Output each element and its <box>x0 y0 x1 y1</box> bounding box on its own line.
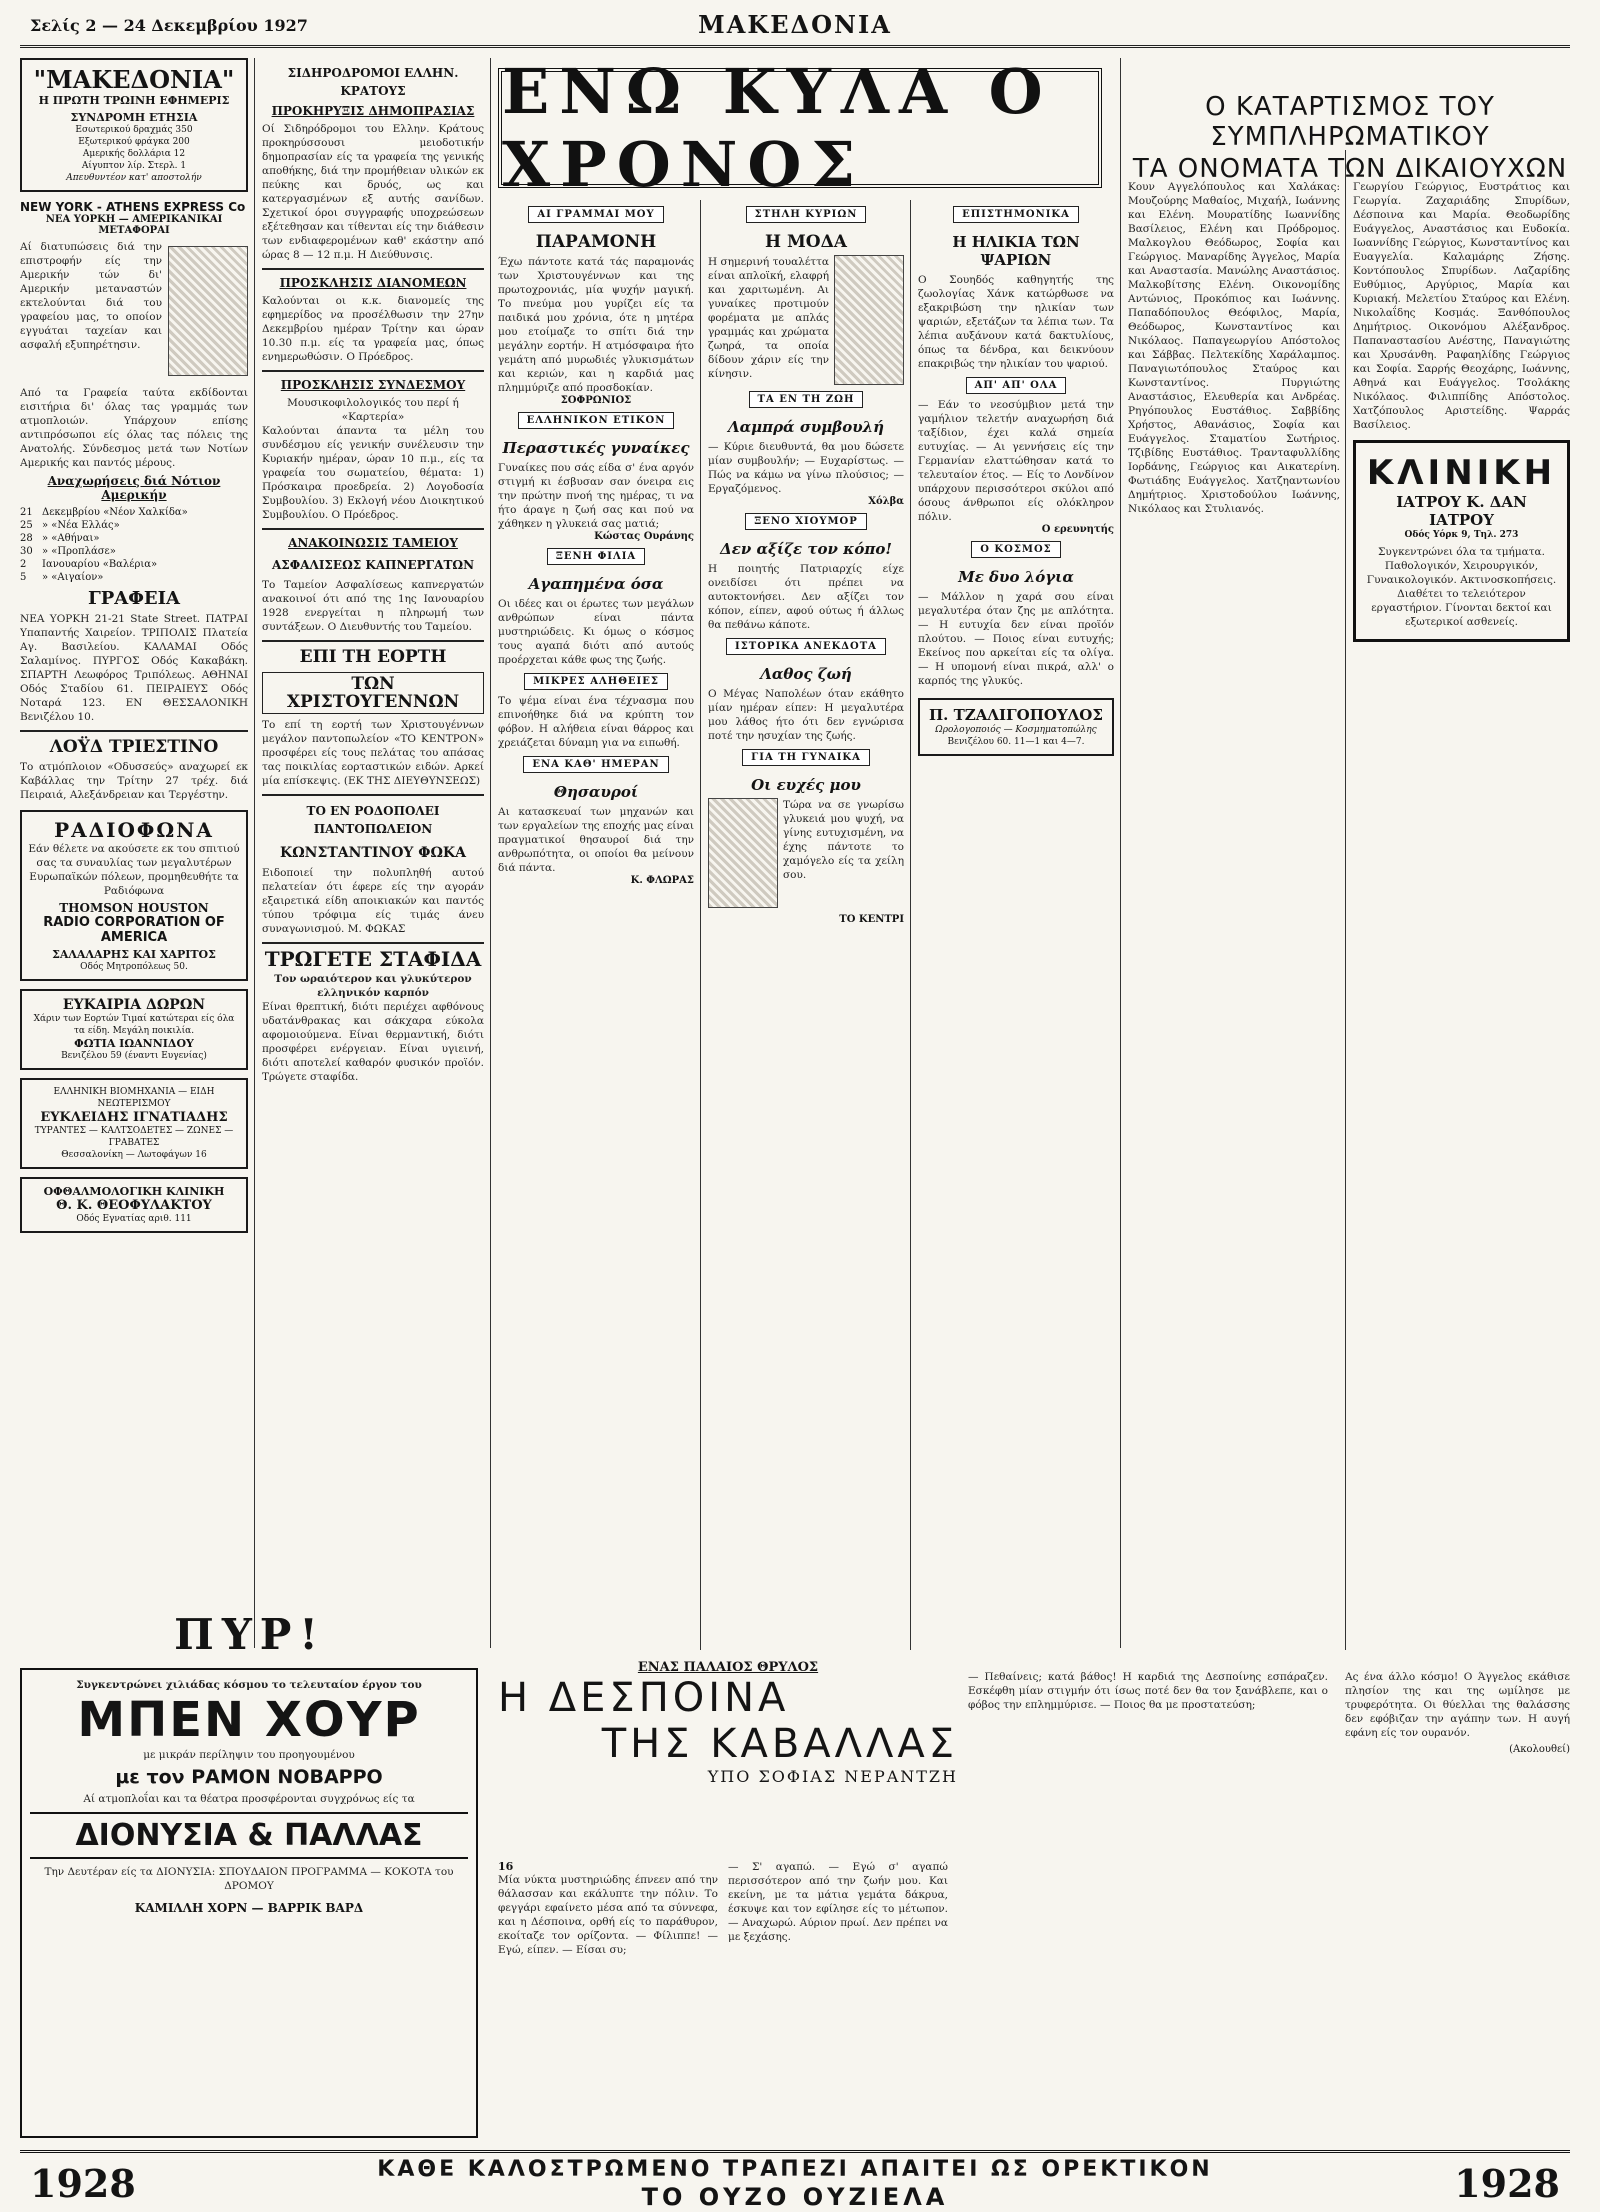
article-title: Η ΗΛΙΚΙΑ ΤΩΝ ΨΑΡΙΩΝ <box>952 233 1080 269</box>
rubric-label: ΕΝΑ ΚΑΘ' ΗΜΕΡΑΝ <box>523 756 668 773</box>
section-title: ΕΝΩ ΚΥΛΑ Ο ΧΡΟΝΟΣ <box>502 55 1053 201</box>
radio-text: Εάν θέλετε να ακούσετε εκ του σπιτιού σας τα συναυλίας των μεγαλυτέρων Ευρωπαϊκών πόλεων, προμηθευθήτε τα Ραδιόφωνα <box>28 843 240 897</box>
article-text: Αι κατασκευαί των μηχανών και των εργαλείων της εποχής μας είναι πραγματικοί θησαυροί διά την ανθρωπότητα, οι οποίοι θα μείνουν διά πάντα. <box>498 806 694 874</box>
shop-subtitle: ΚΩΝΣΤΑΝΤΙΝΟΥ ΦΩΚΑ <box>280 845 466 861</box>
insurance-subtitle: ΑΣΦΑΛΙΣΕΩΣ ΚΑΠΝΕΡΓΑΤΩΝ <box>271 558 475 572</box>
gifts-ad <box>20 989 248 1070</box>
woman-illustration <box>708 798 778 908</box>
rubric-label: Ο ΚΟΣΜΟΣ <box>971 541 1061 558</box>
article-title: Η ΜΟΔΑ <box>765 232 847 252</box>
eye-clinic-title: ΟΦΘΑΛΜΟΛΟΓΙΚΗ ΚΛΙΝΙΚΗ <box>43 1185 225 1198</box>
column-names-left <box>1128 180 1340 1640</box>
paper-name: ΜΑΚΕΔΟΝΙΑ <box>698 10 892 39</box>
subscription-note: Απευθυντέον κατ' αποστολήν <box>66 173 202 183</box>
offices-text: ΝΕΑ ΥΟΡΚΗ 21-21 State Street. ΠΑΤΡΑΙ Υπαπαντής Χαιρείον. ΤΡΙΠΟΛΙΣ Πλατεία Αγ. Βασιλείου. ΚΑΛΑΜΑΙ Οδός Σαλαμίνος. ΠΥΡΓΟΣ Οδός Κακαβάκη. ΣΠΑΡΤΗ Λεωφόρος Τριπόλεως. ΑΘΗΝΑΙ Οδός Σταδίου 61. ΠΕΙΡΑΙΕΥΣ Οδός Νοταρά 123. ΕΝ ΘΕΣΣΑΛΟΝΙΚΗ Βενιζέλου 10. <box>20 613 248 723</box>
rail-title: ΣΙΔΗΡΟΔΡΟΜΟΙ ΕΛΛΗΝ. ΚΡΑΤΟΥΣ <box>287 66 459 98</box>
cinema-text: Αί ατμοπλοΐαι και τα θέατρα προσφέρονται συγχρόνως είς τα <box>83 1793 415 1805</box>
article-text: Ο Σουηδός καθηγητής της ζωολογίας Χάνκ κατώρθωσε να εξακριβώση την ηλικίαν των ψαριών, εξετάζων τα λέπια των. Τα λέπια αυξάνουν κατά δακτυλίους, όπως τα δένδρα, και δεικνύουν επακριβώς την ηλικίαν του ψαριού. <box>918 274 1114 370</box>
article-title: ΠΑΡΑΜΟΝΗ <box>535 232 657 252</box>
list-item: 28 » «Αθήναι» <box>20 533 100 544</box>
column-notices <box>262 58 484 1578</box>
ny-express-text-2: Από τα Γραφεία ταύτα εκδίδονται εισιτήρια δι' όλας τας γραμμάς των ατμοπλοιών. Υπάρχουν επίσης αντιπρόσωποι είς όλας τας πόλεις της Ανατολής. Σύνδεσμος μετά των Νοτίων Αμερικής και παντός μέρους. <box>20 387 248 469</box>
shop-text: Ειδοποιεί την πολυπληθή αυτού πελατείαν ότι έφερε είς την αγοράν εξαιρετικά είδη αποικιακών και παντός τύπου τρόφιμα είς τιμάς άνευ συναγωνισμού. Μ. ΦΩΚΑΣ <box>262 867 484 935</box>
article-signature: Κώστας Ουράνης <box>594 531 694 542</box>
serial-header <box>498 1660 958 1786</box>
radio-title: ΡΑΔΙΟΦΩΝΑ <box>54 818 214 842</box>
rubric-label: ΞΕΝΗ ΦΙΛΙΑ <box>547 548 645 565</box>
subscription-line: Εξωτερικού φράγκα 200 <box>78 137 190 147</box>
article-signature: Κ. ΦΛΩΡΑΣ <box>630 875 694 886</box>
clinic-address: Οδός Υόρκ 9, Τηλ. 273 <box>1404 530 1519 540</box>
eye-clinic-ad <box>20 1177 248 1233</box>
xmas-subtitle: ΤΩΝ ΧΡΙΣΤΟΥΓΕΝΝΩΝ <box>262 672 484 714</box>
subscription-line: Εσωτερικού δραχμάς 350 <box>75 125 193 135</box>
industry-address: Θεσσαλονίκη — Λωτοφάγων 16 <box>61 1150 207 1160</box>
serial-text: Μία νύκτα μυστηριώδης έπνεεν από την θάλασσαν και εκάλυπτε την πόλιν. Το φεγγάρι εφαίνετο μέσα από τα σύννεφα, και η Δέσποινα, ορθή είς το παράθυρον, εκοίταζε τον ορίζοντα. — Φίλιππε! — Εγώ, είπεν. — Είσαι συ; <box>498 1874 718 1956</box>
box-subtitle: Η ΠΡΩΤΗ ΤΡΩΙΝΗ ΕΦΗΜΕΡΙΣ <box>38 94 230 107</box>
cinema-text-2: Την Δευτέραν είς τα ΔΙΟΝΥΣΙΑ: ΣΠΟΥΔΑΙΟΝ ΠΡΟΓΡΑΜΜΑ — ΚΟΚΟΤΑ του ΔΡΟΜΟΥ <box>44 1866 454 1892</box>
meeting-title: ΠΡΟΣΚΛΗΣΙΣ ΣΥΝΔΕΣΜΟΥ <box>280 378 466 392</box>
clinic-ad <box>1353 440 1570 642</box>
meeting-text: Καλούνται άπαντα τα μέλη του συνδέσμου είς γενικήν συνέλευσιν την Κυριακήν ημέραν, ώραν 10 π.μ., είς τα γραφεία του σωματείου, θέματα: 1) Πρόσκαιρα προεδρεία. 2) Λογοδοσία Συμβουλίου. 3) Εκλογή νέου Διοικητικού Συμβουλίου. Ο Πρόεδρος. <box>262 425 484 521</box>
article-text: — Εάν το νεοσύμβιον μετά την γαμήλιον τελετήν αναχωρήση διά ταξίδιον, έχει καλά σημεία ευτυχίας. — Αι γεννήσεις είς την Γερμανίαν ελαττώθησαν κατά το τελευταίον έτος. — Είς το Λονδίνον υπάρχουν περισσότεροι σκύλοι από όσους άνθρωποι είς ολόκληρον πόλιν. <box>918 399 1114 523</box>
raisin-subtitle: Τον ωραιότερον και γλυκύτερον ελληνικόν καρπόν <box>274 973 472 999</box>
article-title: Λαθος ζωή <box>760 665 852 683</box>
list-item: 30 » «Προπλάσε» <box>20 546 116 557</box>
right-headline <box>1130 92 1570 184</box>
rubric-label: ΓΙΑ ΤΗ ΓΥΝΑΙΚΑ <box>742 749 870 766</box>
serial-part: 16 <box>498 1860 514 1873</box>
subscription-line: Αίγυπτον λίρ. Στερλ. 1 <box>81 161 187 171</box>
cinema-cast: ΚΑΜΙΛΛΗ ΧΟΡΝ — ΒΑΡΡΙΚ ΒΑΡΔ <box>134 1901 364 1915</box>
article-text: Το ψέμα είναι ένα τέχνασμα που επινοήθηκε διά να κρύπτη τον φόβον. Η αλήθεια είναι θάρρος και χρειάζεται δύναμη για να ειπωθή. <box>498 695 694 749</box>
shop-title: ΤΟ ΕΝ ΡΟΔΟΠΟΛΕΙ ΠΑΝΤΟΠΩΛΕΙΟΝ <box>306 804 440 836</box>
masthead <box>20 6 1570 48</box>
ny-express-subtitle: ΝΕΑ ΥΟΡΚΗ — ΑΜΕΡΙΚΑΝΙΚΑΙ ΜΕΤΑΦΟΡΑΙ <box>45 214 223 236</box>
offices-title: ΓΡΑΦΕΙΑ <box>87 588 181 609</box>
radio-brand: THOMSON HOUSTON <box>59 901 209 915</box>
radio-ad <box>20 810 248 981</box>
ny-express-title: NEW YORK - ATHENS EXPRESS Co <box>20 200 246 214</box>
article-title: Περαστικές γυναίκες <box>502 439 690 457</box>
serial-title: ΤΗΣ ΚΑΒΑΛΛΑΣ <box>601 1721 958 1767</box>
column-rule <box>1120 58 1121 1648</box>
footer-banner <box>20 2150 1570 2210</box>
subscription-line: Αμερικής δολλάρια 12 <box>82 149 186 159</box>
list-item: 21 Δεκεμβρίου «Νέον Χαλκίδα» <box>20 507 188 518</box>
column-features-1 <box>498 200 694 1640</box>
column-ads-left <box>20 58 248 1578</box>
article-signature: Χόλβα <box>868 496 904 507</box>
departures-list <box>20 506 248 584</box>
rubric-label: ΜΙΚΡΕΣ ΑΛΗΘΕΙΕΣ <box>524 673 668 690</box>
serial-text: Ας ένα άλλο κόσμο! Ο Άγγελος εκάθισε πλησίον της και της ωμίλησε με τρυφερότητα. Οι θύελλαι της θαλάσσης δεν εφόβιζαν την αγάπην των. Η αυγή εφάνη είς τον ουρανόν. <box>1345 1671 1570 1739</box>
clinic-text: Συγκεντρώνει όλα τα τμήματα. Παθολογικόν, Χειρουργικόν, Γυναικολογικόν. Ακτινοσκοπήσεις. Διαθέτει το τελειότερον εργαστήριον. Γίνονται δεκτοί και εξωτερικοί ασθενείς. <box>1366 546 1557 628</box>
article-title: Οι ευχές μου <box>751 776 861 794</box>
ny-express-text: Αί διατυπώσεις διά την επιστροφήν είς την Αμερικήν τών δι' Αμερικήν μεταναστών εκτελούνται διά του γραφείου μας, το οποίον εγγυάται ταχείαν και ασφαλή εξυπηρέτησιν. <box>20 241 162 351</box>
cinema-ad <box>20 1668 478 2138</box>
subscription-box <box>20 58 248 192</box>
column-features-2 <box>708 200 904 1640</box>
film-subtitle: με μικράν περίληψιν του προηγουμένου <box>143 1749 355 1761</box>
footer-brand: ΤΟ ΟΥΖΟ ΟΥΖΙΕΛΑ <box>641 2183 949 2211</box>
column-rule <box>490 58 491 1648</box>
year-right: 1928 <box>1454 2161 1560 2206</box>
gifts-title: ΕΥΚΑΙΡΙΑ ΔΩΡΩΝ <box>62 997 206 1013</box>
article-signature: Ο ερευνητής <box>1041 524 1114 535</box>
rubric-label: ΤΑ ΕΝ ΤΗ ΖΩΗ <box>749 391 864 408</box>
fashion-illustration <box>834 255 904 385</box>
list-item: 25 » «Νέα Ελλάς» <box>20 520 120 531</box>
serial-column <box>498 1860 718 2145</box>
newspaper-page <box>20 0 1570 2212</box>
article-text: Η ποιητής Πατριαρχίς είχε ονειδίσει ότι πρέπει να αυτοκτονήσει. Δεν αξίζει τον κόπον, είπεν, αφού ούτως ή άλλως θα πεθάνω κάποτε. <box>708 563 904 631</box>
serial-author: ΥΠΟ ΣΟΦΙΑΣ ΝΕΡΑΝΤΖΗ <box>707 1767 958 1786</box>
watchmaker-address: Βενιζέλου 60. 11—1 και 4—7. <box>947 737 1085 747</box>
serial-column <box>968 1670 1328 2145</box>
rubric-label: ΣΤΗΛΗ ΚΥΡΙΩΝ <box>746 206 867 223</box>
article-title: Δεν αξίζε τον κόπο! <box>720 540 892 558</box>
cinema-intro: Συγκεντρώνει χιλιάδας κόσμου το τελευταίον έργον του <box>76 1679 422 1691</box>
list-item: 2 Ιανουαρίου «Βαλέρια» <box>20 559 158 570</box>
radio-agent: ΣΑΛΑΛΑΡΗΣ ΚΑΙ ΧΑΡΙΤΟΣ <box>52 948 216 961</box>
gifts-address: Βενιζέλου 59 (έναντι Ευγενίας) <box>61 1051 207 1061</box>
gifts-text: Χάριν των Εορτών Τιμαί κατώτεραι είς όλα τα είδη. Μεγάλη ποικιλία. <box>33 1014 235 1036</box>
serial-column <box>728 1860 948 2145</box>
ship-illustration <box>168 246 248 376</box>
article-text: Η σημερινή τουαλέττα είναι απλοϊκή, ελαφρή και χαριτωμένη. Αι γυναίκες προτιμούν φορέματα με απλάς γραμμάς και χρώματα ζωηρά, τα οποία δίδουν χάριν είς την κίνησιν. <box>708 256 829 380</box>
article-text: — Μάλλον η χαρά σου είναι μεγαλυτέρα όταν ζης με απλότητα. — Η ευτυχία δεν είναι προϊόν πλούτου. — Ποιος είναι ευτυχής; Εκείνος που αρκείται είς τα ολίγα. — Η υπομονή είναι πικρά, αλλ' ο καρπός της γλυκύς. <box>918 591 1114 687</box>
raisin-text: Είναι θρεπτική, διότι περιέχει αφθόνους υδατάνθρακας και σάκχαρα εύκολα αφομοιούμενα. Είναι θερμαντική, διότι προσφέρει ενέργειαν. Είναι υγιεινή, διότι αποτελεί καθαρόν φυσικόν προϊόν. Τρώγετε σταφίδα. <box>262 1001 484 1083</box>
watchmaker-subtitle: Ωρολογοποιός — Κοσμηματοπώλης <box>935 725 1097 735</box>
insurance-title: ΑΝΑΚΟΙΝΩΣΙΣ ΤΑΜΕΙΟΥ <box>288 536 458 550</box>
industry-title: ΕΛΛΗΝΙΚΗ ΒΙΟΜΗΧΑΝΙΑ — ΕΙΔΗ ΝΕΩΤΕΡΙΣΜΟΥ <box>53 1087 215 1109</box>
radio-brand: RADIO CORPORATION OF AMERICA <box>43 915 225 945</box>
list-item: 5 » «Αιγαίον» <box>20 572 104 583</box>
names-text: Κουν Αγγελόπουλος και Χαλάκας: Μουζούρης Μαθαίος, Μιχαήλ, Ιωάννης και Ελένη. Μουρατίδης Ιωαννίδης Βασίλειος, Ελένη και Πρόδρομος. Μαλκογλου Θεόδωρος, Σοφία και Γεώργιος. Μαναρίδης Άγγελος, Μαρία και Αναστασία. Μανώλης Αναστάσιος. Μαλκοβίτσης Ελένη. Οικονομίδης Αντώνιος, Προκόπιος και Ιωάννης. Παπαδόπουλος Θεόφιλος, Μαρία, Θεόδωρος, Κωνσταντίνος και Νικόλαος. Παπαγεωργίου Απόστολος και Σάββας. Πελτεκίδης Χαράλαμπος. Παναγιωτόπουλος Σταύρος και Κωνσταντίνος. Πυργιώτης Αναστάσιος, Ελευθερία και Ανδρέας. Ρηγόπουλος Ευστάθιος. Σαββίδης Χρήστος, Αθανάσιος, Σοφία και Ευάγγελος. Σταματίου Σωτήριος. Τζιβίδης Ευστάθιος. Τρανταφυλλίδης Ιορδάνης, Γεώργιος και Αικατερίνη. Φωτιάδης Ευάγγελος. Χατζηαντωνίου Δημήτριος. Χριστοδούλου Ιωάννης, Νικόλαος και Στυλιανός. <box>1128 181 1340 515</box>
cinema-venue: ΔΙΟΝΥΣΙΑ & ΠΑΛΛΑΣ <box>30 1812 468 1859</box>
industry-items: ΤΥΡΑΝΤΕΣ — ΚΑΛΤΣΟΔΕΤΕΣ — ΖΩΝΕΣ — ΓΡΑΒΑΤΕΣ <box>34 1126 234 1148</box>
column-names-right <box>1353 180 1570 1640</box>
column-rule <box>910 200 911 1650</box>
clinic-doctor: ΙΑΤΡΟΥ Κ. ΔΑΝ ΙΑΤΡΟΥ <box>1396 493 1527 529</box>
lloyd-title: ΛΟΫΔ ΤΡΙΕΣΤΙΝΟ <box>49 737 219 757</box>
article-text: Γυναίκες που σάς είδα σ' ένα αργόν στιγμή κι έσβυσαν σαν όνειρα εις την πρώτην πνοή της ημέρας, τι να ήτο άραγε η ζωή σας και πού να χάθηκεν η γλυκειά σας ματιά; <box>498 462 694 530</box>
insurance-text: Το Ταμείον Ασφαλίσεως καπνεργατών ανακοινοί ότι από της 1ης Ιανουαρίου 1928 ενεργείται η πληρωμή των συντάξεων. Ο Διευθυντής του Ταμείου. <box>262 579 484 633</box>
announcement-title: ΠΡΟΣΚΛΗΣΙΣ ΔΙΑΝΟΜΕΩΝ <box>279 276 467 290</box>
serial-text: — Σ' αγαπώ. — Εγώ σ' αγαπώ περισσότερον από την ζωήν μου. Και εκείνη, με τα μάτια γεμάτα δάκρυα, έσκυψε και τον εφίλησε είς το μέτωπον. — Αναχωρώ. Αύριον πρωί. Δεν πρέπει να με ξεχάσης. <box>728 1861 948 1943</box>
radio-address: Οδός Μητροπόλεως 50. <box>80 962 188 972</box>
rubric-label: ΕΛΛΗΝΙΚΟΝ ΕΤΙΚΟΝ <box>518 412 675 429</box>
rail-text: Οί Σιδηρόδρομοι του Ελλην. Κράτους προκηρύσσουσι μειοδοτικήν δημοπρασίαν είς τα γραφεία της γενικής αποθήκης, διά την προμήθειαν υλικών εκ πεύκης και δρυός, ως και κατεργασμένων εξ αυτής σανίδων. Σχετικοί όροι συγγραφής υποχρεώσεων εξέτεθησαν και τίθενται είς την διάθεσιν των ενδιαφερομένων καθ' εκάστην από ώρας 8 — 12 π.μ. Η Διεύθυνσις. <box>262 123 484 261</box>
rail-subtitle: ΠΡΟΚΗΡΥΞΙΣ ΔΗΜΟΠΡΑΣΙΑΣ <box>271 104 475 118</box>
article-text: Ο Μέγας Ναπολέων όταν εκάθητο μίαν ημέραν είπεν: Η μεγαλυτέρα μου λάθος ήτο ότι δεν εγνώρισα ποτέ την ησυχίαν της ζωής. <box>708 688 904 742</box>
article-signature: ΣΟΦΡΩΝΙΟΣ <box>560 395 632 406</box>
clinic-title: ΚΛΙΝΙΚΗ <box>1366 453 1557 493</box>
column-rule <box>700 200 701 1650</box>
departures-title: Αναχωρήσεις διά Νότιον Αμερικήν <box>47 474 221 502</box>
industry-ad <box>20 1078 248 1169</box>
watchmaker-name: Π. ΤΖΑΛΙΓΟΠΟΥΛΟΣ <box>929 706 1103 724</box>
rubric-label: ΞΕΝΟ ΧΙΟΥΜΟΡ <box>745 513 867 530</box>
headline-line: Ο ΚΑΤΑΡΤΙΣΜΟΣ ΤΟΥ ΣΥΜΠΛΗΡΩΜΑΤΙΚΟΥ <box>1205 92 1495 152</box>
xmas-title: ΕΠΙ ΤΗ ΕΟΡΤΗ <box>299 647 447 667</box>
rubric-label: ΑΠ' ΑΠ' ΟΛΑ <box>966 377 1067 394</box>
film-star: με τον ΡΑΜΟΝ ΝΟΒΑΡΡΟ <box>115 1766 383 1788</box>
rubric-label: ΑΙ ΓΡΑΜΜΑΙ ΜΟΥ <box>528 206 663 223</box>
announcement-text: Καλούνται οι κ.κ. διανομείς της εφημερίδος να προσέλθωσιν την 27ην Δεκεμβρίου ημέραν Τρίτην και ώραν 10.30 π.μ. είς τα γραφεία μας, όπως ενημερωθώσιν. Ο Πρόεδρος. <box>262 295 484 363</box>
article-text: Τώρα να σε γνωρίσω γλυκειά μου ψυχή, να γίνης ευτυχισμένη, να έχης πάντοτε το χαμόγελο είς τα χείλη σου. <box>783 799 904 881</box>
subscription-title: ΣΥΝΔΡΟΜΗ ΕΤΗΣΙΑ <box>70 111 198 124</box>
rubric-label: ΙΣΤΟΡΙΚΑ ΑΝΕΚΔΟΤΑ <box>726 638 886 655</box>
rubric-label: ΕΠΙΣΤΗΜΟΝΙΚΑ <box>953 206 1079 223</box>
article-title: Αγαπημένα όσα <box>528 575 664 593</box>
eye-clinic-address: Οδός Εγνατίας αριθ. 111 <box>76 1214 192 1224</box>
serial-kicker: ΕΝΑΣ ΠΑΛΑΙΟΣ ΘΡΥΛΟΣ <box>637 1660 819 1675</box>
watchmaker-ad <box>918 698 1114 756</box>
article-text: Οι ιδέες και οι έρωτες των μεγάλων ανθρώπων είναι πάντα μυστηριώδεις. Κι όμως ο κόσμος τους αγαπά διότι από αυτούς προέρχεται κάθε φως της ζωής. <box>498 598 694 666</box>
section-title-box <box>498 55 1102 201</box>
article-title: Με δυο λόγια <box>958 568 1074 586</box>
article-text: Έχω πάντοτε κατά τάς παραμονάς των Χριστουγέννων και της πρωτοχρονιάς, μία ψυχήν μαγική. Το πνεύμα μου γυρίζει είς τα παιδικά μου χρόνια, ότε η μητέρα μου ετοίμαζε το σπίτι διά την μεγάλην εορτήν. Η ατμόσφαιρα ήτο γεμάτη από μυρωδιές γλυκισμάτων και κεριών, και η καρδιά μας πλημμύριζε από προσδοκίαν. <box>498 256 694 394</box>
headline-line: ΤΑ ΟΝΟΜΑΤΑ ΤΩΝ ΔΙΚΑΙΟΥΧΩΝ <box>1132 154 1568 184</box>
column-rule <box>254 58 255 1648</box>
serial-text: — Πεθαίνεις; κατά βάθος! Η καρδιά της Δεσποίνης εσπάραζεν. Εσκέφθη μίαν στιγμήν ότι ίσως ποτέ δεν θα τον ξανάβλεπε, και ο φόβος την επλημμύρισε. — Ποιος θα με προστατεύση; <box>968 1671 1328 1711</box>
serial-continues: (Ακολουθεί) <box>1509 1744 1570 1755</box>
raisin-title: ΤΡΩΓΕΤΕ ΣΤΑΦΙΔΑ <box>264 947 482 971</box>
names-text: Γεωργίου Γεώργιος, Ευστράτιος και Γεωργία. Ζαχαριάδης Σπυρίδων, Δέσποινα και Μαρία. Θεοδωρίδης Ευάγγελος, Αναστάσιος και Ευδοκία. Ιωαννίδης Γεώργιος, Κωνσταντίνος και Ευαγγελία. Καλαμάρης Ζήσης. Κοντόπουλος Σπυρίδων. Λαζαρίδης Ευθύμιος, Αργύριος, Μαρία και Κυριακή. Μελετίου Σταύρος και Ελένη. Νικολαΐδης Κοσμάς. Ξανθόπουλος Δημήτριος. Οικονόμου Αλέξανδρος. Παπαναστασίου Ανέστης, Παναγιώτης και Χρυσάνθη. Ραφαηλίδης Γεώργιος και Σοφία. Σαρρής Θεοχάρης, Ιωάννης, Αθηνά και Ευάγγελος. Τσολάκης Νικόλαος. Φιλιππίδης Απόστολος. Χατζόπουλος Αριστείδης. Ψαρράς Βασίλειος. <box>1353 181 1570 431</box>
box-title: "ΜΑΚΕΔΟΝΙΑ" <box>33 65 235 94</box>
fire-headline: ΠΥΡ! <box>174 1610 326 1659</box>
article-title: Λαμπρά συμβουλή <box>727 418 885 436</box>
column-rule <box>1345 150 1346 1650</box>
xmas-text: Το επί τη εορτή των Χριστουγέννων μεγάλον παντοπωλείον «ΤΟ ΚΕΝΤΡΟΝ» προσφέρει είς τους πελάτας του απάσας τας ποικιλίας εορταστικών ειδών. Αρκεί μία επίσκεψις. (ΕΚ ΤΗΣ ΔΙΕΥΘΥΝΣΕΩΣ) <box>262 719 484 787</box>
serial-column <box>1345 1670 1570 2145</box>
year-left: 1928 <box>30 2161 136 2206</box>
gifts-shop: ΦΩΤΙΑ ΙΩΑΝΝΙΔΟΥ <box>74 1037 194 1050</box>
page-date: Σελίς 2 — 24 Δεκεμβρίου 1927 <box>30 16 308 35</box>
lloyd-text: Το ατμόπλοιον «Οδυσσεύς» αναχωρεί εκ Καβάλλας την Τρίτην 27 τρέχ. διά Πειραιά, Αλεξάνδρειαν και Τεργέστην. <box>20 761 248 801</box>
serial-title: Η ΔΕΣΠΟΙΝΑ <box>498 1675 790 1721</box>
film-title: ΜΠΕΝ ΧΟΥΡ <box>77 1692 421 1748</box>
footer-slogan: ΚΑΘΕ ΚΑΛΟΣΤΡΩΜΕΝΟ ΤΡΑΠΕΖΙ ΑΠΑΙΤΕΙ ΩΣ ΟΡΕΚΤΙΚΟΝ <box>377 2157 1213 2182</box>
article-text: — Κύριε διευθυντά, θα μου δώσετε μίαν συμβουλήν; — Ευχαρίστως. — Πώς να κάμω να γίνω πλούσιος; — Εργαζόμενος. <box>708 441 904 495</box>
industry-name: ΕΥΚΛΕΙΔΗΣ ΙΓΝΑΤΙΑΔΗΣ <box>40 1110 228 1125</box>
article-title: Θησαυροί <box>553 783 639 801</box>
eye-clinic-name: Θ. Κ. ΘΕΟΦΥΛΑΚΤΟΥ <box>56 1198 212 1213</box>
column-features-3 <box>918 200 1114 1640</box>
article-signature: ΤΟ ΚΕΝΤΡΙ <box>839 914 904 925</box>
meeting-subtitle: Μουσικοφιλολογικός του περί ή «Καρτερία» <box>287 397 459 423</box>
